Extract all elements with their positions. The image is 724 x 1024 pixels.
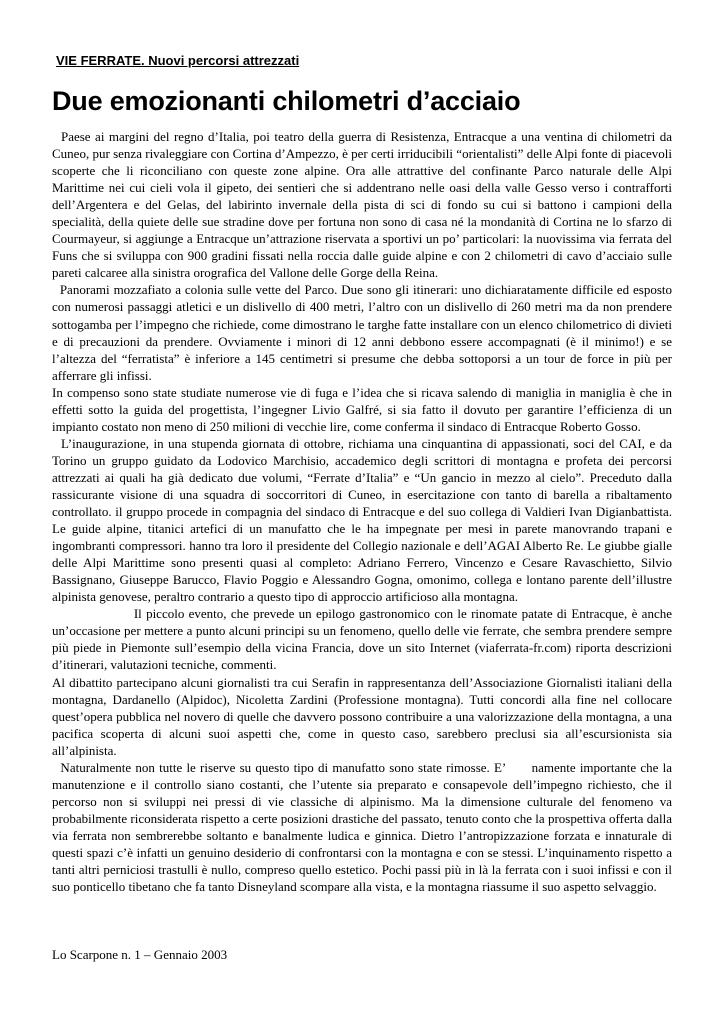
article-paragraph: L’inaugurazione, in una stupenda giornata di ottobre, richiama una cinquantina di appassionati, soci del CAI, e da Torino un gruppo guidato da Lodovico Marchisio, accademico degli scrittori di montagna e profeta dei percorsi attrezzati ai quali ha già dedicato due volumi, “Ferrate d’Italia” e “Un gancio in mezzo al cielo”. Preceduto dalla rassicurante visione di una squadra di soccorritori di Cuneo, in esercitazione con tanto di barella a ribaltamento controllato. il gruppo procede in compagnia del sindaco di Entracque e del suo collega di Valdieri Ivan Digianbattista. Le guide alpine, titanici artefici di un manufatto che le ha impegnate per mesi in parete manovrando trapani e ingombranti compressori. hanno tra loro il presidente del Collegio nazionale e dell’AGAI Alberto Re. Le giubbe gialle delle Alpi Marittime sono presenti quasi al completo: Adriano Ferrero, Vincenzo e Cesare Ravaschietto, Silvio Bassignano, Giuseppe Barucco, Flavio Poggio e Alessandro Gogna, omonimo, collega e lontano parente dell’illustre alpinista genovese, peraltro contrario a questo tipo di approccio artificioso alla montagna. <box>52 435 672 605</box>
article-paragraph: In compenso sono state studiate numerose vie di fuga e l’idea che si ricava salendo di maniglia in maniglia è che in effetti sotto la guida del progettista, l’ingegner Livio Galfré, si sia fatto il dovuto per garantire l’efficienza di un impianto costato non meno di 250 milioni di vecchie lire, come conferma il sindaco di Entracque Roberto Gosso. <box>52 384 672 434</box>
article-title: Due emozionanti chilometri d’acciaio <box>52 86 521 116</box>
article-paragraph: Il piccolo evento, che prevede un epilogo gastronomico con le rinomate patate di Entracque, è anche un’occasione per mettere a punto alcuni principi su un fenomeno, quello delle vie ferrate, che sembra prendere sempre più piede in Piemonte sull’esempio della vicina Francia, dove un sito Internet (viaferrata-fr.com) riporta descrizioni d’itinerari, valutazioni tecniche, commenti. <box>52 606 672 673</box>
article-paragraph: Naturalmente non tutte le riserve su questo tipo di manufatto sono state rimosse. E’ namente importante che la manutenzione e il controllo siano costanti, che l’utente sia preparato e consapevole dell’impegno richiesto, che il percorso non si sviluppi nei pressi di vie classiche di alpinismo. Ma la dimensione culturale del fenomeno va probabilmente riconsiderata rispetto a certe posizioni drastiche del passato, tenuto conto che la prospettiva offerta dalla via ferrata non sembrerebbe soltanto e banalmente ludica e ginnica. Dietro l’antropizzazione forzata e innaturale di questi spazi c’è infatti un genuino desiderio di confrontarsi con la montagna e con se stessi. L’inquinamento rispetto a tanti altri perniciosi trastulli è nullo, compreso quello estetico. Pochi passi più in là la ferrata con i suoi infissi e con il suo ponticello tibetano che fa tanto Disneyland scompare alla vista, e la montagna riassume il suo aspetto selvaggio. <box>52 759 672 895</box>
article-paragraph: Paese ai margini del regno d’Italia, poi teatro della guerra di Resistenza, Entracque a una ventina di chilometri da Cuneo, pur senza rivaleggiare con Cortina d’Ampezzo, è per certi irriducibili “orientalisti” delle Alpi fonte di piacevoli scoperte che li riconciliano con queste zone alpine. Ora alle attrattive del confinante Parco naturale delle Alpi Marittime nei cui cieli vola il gipeto, dei sentieri che si addentrano nelle oasi della valle Gesso verso i contrafforti dell’Argentera e del Gelas, del labirinto invernale della pista di sci di fondo su cui si battono i campioni della specialità, della quiete delle sue stradine dove per fortuna non sono di casa né la mondanità di Cortina ne lo sfarzo di Courmayeur, si aggiunge a Entracque un’attrazione riservata a sportivi un po’ particolari: la nuovissima via ferrata del Funs che si sviluppa con 900 gradini fissati nella roccia dalle guide alpine e con 2 chilometri di cavo d’acciaio sulle pareti calcaree alla sinistra orografica del Vallone delle Gorge della Reina. <box>52 129 672 281</box>
article <box>52 52 672 895</box>
article-body <box>52 128 672 895</box>
article-paragraph: Panorami mozzafiato a colonia sulle vette del Parco. Due sono gli itinerari: uno dichiaratamente difficile ed esposto con numerosi passaggi atletici e un dislivello di 400 metri, l’altro con un dislivello di 260 metri ma da non prendere sottogamba per l’impegno che richiede, come dimostrano le targhe fatte installare con un elenco chilometrico di divieti e di precauzioni da prendere. Ovviamente i minori di 12 anni debbono essere accompagnati (è il minimo!) e se l’altezza del “ferratista” è inferiore a 145 centimetri si presume che debba sottoporsi a un tour de force in più per afferrare gli infissi. <box>52 282 672 383</box>
article-paragraph: Al dibattito partecipano alcuni giornalisti tra cui Serafin in rappresentanza dell’Associazione Giornalisti italiani della montagna, Dardanello (Alpidoc), Nicoletta Zardini (Professione montagna). Tutti concordi alla fine nel collocare quest’opera pubblica nel novero di quelle che davvero possono contribuire a una valorizzazione della montagna, a una pacifica scoperta di alcuni suoi aspetti che, come in questo caso, sarebbero preclusi sia all’escursionista sia all’alpinista. <box>52 674 672 758</box>
source-footer: Lo Scarpone n. 1 – Gennaio 2003 <box>52 947 228 962</box>
article-kicker: VIE FERRATE. Nuovi percorsi attrezzati <box>56 53 300 68</box>
